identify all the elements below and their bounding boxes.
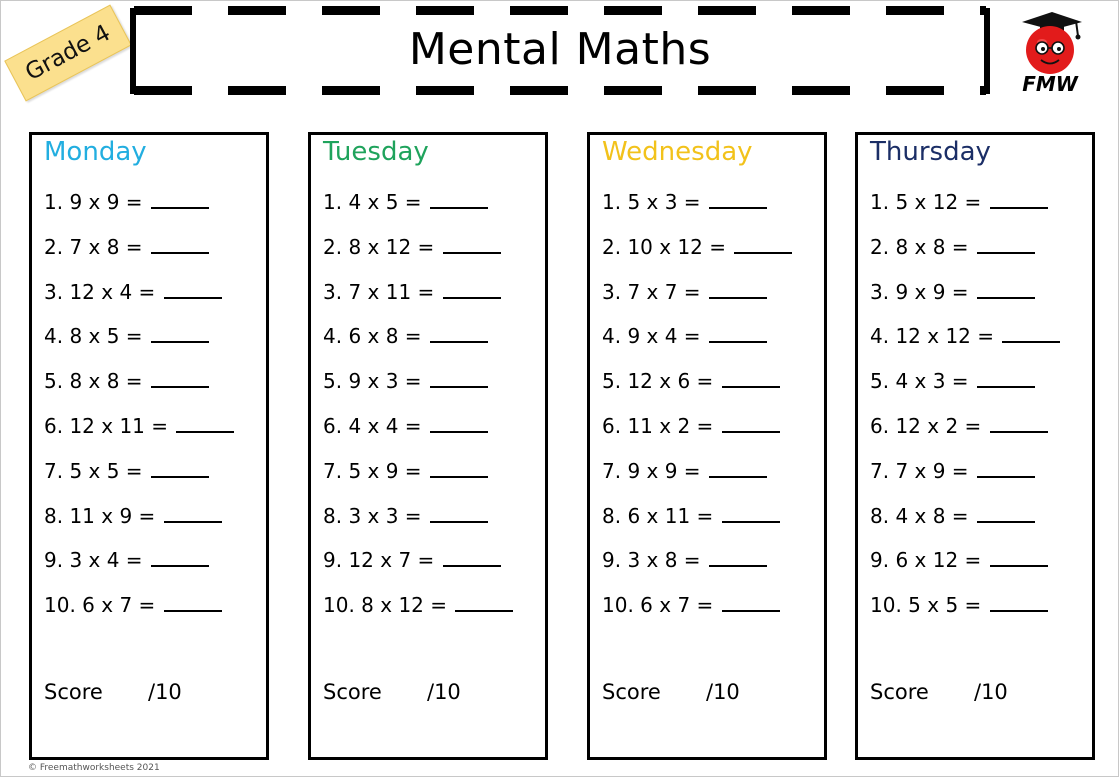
answer-blank[interactable] xyxy=(1002,325,1060,343)
answer-blank[interactable] xyxy=(151,549,209,567)
day-title: Tuesday xyxy=(323,137,429,167)
answer-blank[interactable] xyxy=(722,370,780,388)
answer-blank[interactable] xyxy=(164,505,222,523)
score-total: /10 xyxy=(148,680,182,704)
score-total: /10 xyxy=(974,680,1008,704)
answer-blank[interactable] xyxy=(709,549,767,567)
question-list xyxy=(870,187,1095,635)
copyright-notice: © Freemathworksheets 2021 xyxy=(28,763,160,773)
day-column-wednesday xyxy=(587,132,827,760)
answer-blank[interactable] xyxy=(722,594,780,612)
title-banner xyxy=(130,6,990,94)
answer-blank[interactable] xyxy=(977,281,1035,299)
question-item[interactable]: 3. 9 x 9 = xyxy=(870,277,1095,322)
question-item[interactable]: 1. 5 x 12 = xyxy=(870,187,1095,232)
question-item[interactable]: 2. 8 x 8 = xyxy=(870,232,1095,277)
question-item[interactable]: 4. 8 x 5 = xyxy=(44,321,269,366)
score-label: Score xyxy=(602,680,661,704)
grade-label: Grade 4 xyxy=(21,19,115,87)
day-title: Thursday xyxy=(870,137,991,167)
question-item[interactable]: 9. 3 x 8 = xyxy=(602,545,827,590)
day-column-tuesday xyxy=(308,132,548,760)
answer-blank[interactable] xyxy=(709,281,767,299)
question-item[interactable]: 6. 4 x 4 = xyxy=(323,411,548,456)
question-item[interactable]: 5. 12 x 6 = xyxy=(602,366,827,411)
question-item[interactable]: 1. 5 x 3 = xyxy=(602,187,827,232)
question-item[interactable]: 5. 8 x 8 = xyxy=(44,366,269,411)
answer-blank[interactable] xyxy=(430,415,488,433)
question-item[interactable]: 2. 8 x 12 = xyxy=(323,232,548,277)
answer-blank[interactable] xyxy=(722,505,780,523)
question-item[interactable]: 2. 7 x 8 = xyxy=(44,232,269,277)
score-total: /10 xyxy=(706,680,740,704)
question-item[interactable]: 4. 6 x 8 = xyxy=(323,321,548,366)
answer-blank[interactable] xyxy=(990,191,1048,209)
score-label: Score xyxy=(870,680,929,704)
question-item[interactable]: 2. 10 x 12 = xyxy=(602,232,827,277)
answer-blank[interactable] xyxy=(455,594,513,612)
answer-blank[interactable] xyxy=(151,325,209,343)
answer-blank[interactable] xyxy=(977,370,1035,388)
question-item[interactable]: 5. 9 x 3 = xyxy=(323,366,548,411)
banner-dashed-top xyxy=(134,6,986,15)
page-title: Mental Maths xyxy=(408,24,712,75)
question-item[interactable]: 9. 12 x 7 = xyxy=(323,545,548,590)
answer-blank[interactable] xyxy=(430,191,488,209)
question-item[interactable]: 10. 5 x 5 = xyxy=(870,590,1095,635)
question-item[interactable]: 7. 5 x 5 = xyxy=(44,456,269,501)
answer-blank[interactable] xyxy=(977,236,1035,254)
score-row xyxy=(602,680,740,704)
day-column-thursday xyxy=(855,132,1095,760)
answer-blank[interactable] xyxy=(176,415,234,433)
score-label: Score xyxy=(323,680,382,704)
answer-blank[interactable] xyxy=(151,191,209,209)
question-item[interactable]: 3. 12 x 4 = xyxy=(44,277,269,322)
question-item[interactable]: 8. 6 x 11 = xyxy=(602,501,827,546)
question-item[interactable]: 8. 11 x 9 = xyxy=(44,501,269,546)
answer-blank[interactable] xyxy=(430,370,488,388)
question-item[interactable]: 5. 4 x 3 = xyxy=(870,366,1095,411)
question-item[interactable]: 6. 12 x 11 = xyxy=(44,411,269,456)
question-item[interactable]: 6. 11 x 2 = xyxy=(602,411,827,456)
question-item[interactable]: 7. 5 x 9 = xyxy=(323,456,548,501)
answer-blank[interactable] xyxy=(430,325,488,343)
question-item[interactable]: 10. 6 x 7 = xyxy=(44,590,269,635)
banner-dashed-bottom xyxy=(134,86,986,95)
answer-blank[interactable] xyxy=(443,549,501,567)
score-row xyxy=(870,680,1008,704)
answer-blank[interactable] xyxy=(709,325,767,343)
answer-blank[interactable] xyxy=(430,505,488,523)
score-total: /10 xyxy=(427,680,461,704)
answer-blank[interactable] xyxy=(151,236,209,254)
question-item[interactable]: 3. 7 x 7 = xyxy=(602,277,827,322)
answer-blank[interactable] xyxy=(443,281,501,299)
answer-blank[interactable] xyxy=(977,505,1035,523)
answer-blank[interactable] xyxy=(709,460,767,478)
answer-blank[interactable] xyxy=(151,460,209,478)
score-label: Score xyxy=(44,680,103,704)
question-item[interactable]: 8. 4 x 8 = xyxy=(870,501,1095,546)
answer-blank[interactable] xyxy=(164,594,222,612)
answer-blank[interactable] xyxy=(709,191,767,209)
fmw-logo xyxy=(1012,10,1086,100)
answer-blank[interactable] xyxy=(990,594,1048,612)
answer-blank[interactable] xyxy=(722,415,780,433)
question-item[interactable]: 6. 12 x 2 = xyxy=(870,411,1095,456)
answer-blank[interactable] xyxy=(430,460,488,478)
answer-blank[interactable] xyxy=(151,370,209,388)
day-title: Monday xyxy=(44,137,147,167)
question-item[interactable]: 8. 3 x 3 = xyxy=(323,501,548,546)
question-item[interactable]: 10. 6 x 7 = xyxy=(602,590,827,635)
answer-blank[interactable] xyxy=(977,460,1035,478)
answer-blank[interactable] xyxy=(164,281,222,299)
apple-mascot-icon xyxy=(1012,10,1086,76)
score-row xyxy=(44,680,182,704)
answer-blank[interactable] xyxy=(734,236,792,254)
question-list xyxy=(323,187,548,635)
question-item[interactable]: 9. 3 x 4 = xyxy=(44,545,269,590)
answer-blank[interactable] xyxy=(443,236,501,254)
question-list xyxy=(602,187,827,635)
day-column-monday xyxy=(29,132,269,760)
answer-blank[interactable] xyxy=(990,415,1048,433)
question-item[interactable]: 4. 9 x 4 = xyxy=(602,321,827,366)
question-item[interactable]: 4. 12 x 12 = xyxy=(870,321,1095,366)
question-item[interactable]: 9. 6 x 12 = xyxy=(870,545,1095,590)
question-list xyxy=(44,187,269,635)
question-item[interactable]: 10. 8 x 12 = xyxy=(323,590,548,635)
day-title: Wednesday xyxy=(602,137,753,167)
answer-blank[interactable] xyxy=(990,549,1048,567)
question-item[interactable]: 1. 9 x 9 = xyxy=(44,187,269,232)
logo-text: FMW xyxy=(1022,72,1078,96)
question-item[interactable]: 7. 9 x 9 = xyxy=(602,456,827,501)
question-item[interactable]: 7. 7 x 9 = xyxy=(870,456,1095,501)
question-item[interactable]: 3. 7 x 11 = xyxy=(323,277,548,322)
question-item[interactable]: 1. 4 x 5 = xyxy=(323,187,548,232)
score-row xyxy=(323,680,461,704)
